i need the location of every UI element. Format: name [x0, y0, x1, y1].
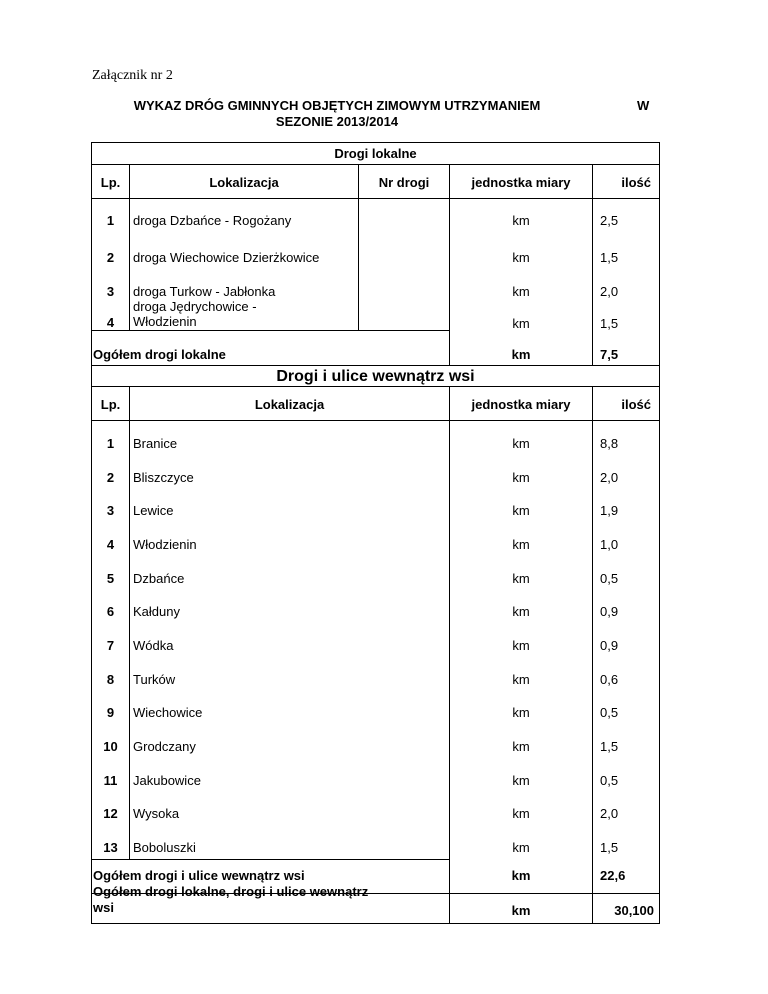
row-qty: 0,5 — [600, 773, 619, 788]
row-location: droga Dzbańce - Rogożany — [133, 213, 292, 228]
row-lp: 2 — [106, 250, 115, 265]
s1-header-location: Lokalizacja — [209, 175, 279, 190]
row-unit: km — [512, 638, 530, 653]
s1-rows-bottom-divider — [91, 330, 450, 331]
row-unit: km — [512, 604, 530, 619]
row-unit: km — [512, 739, 530, 754]
grand-total-label-line2: wsi — [93, 900, 114, 915]
row-qty: 0,9 — [600, 604, 619, 619]
title-w: W — [637, 98, 650, 113]
row-location: Lewice — [133, 503, 174, 518]
s1-total-divider — [91, 365, 660, 366]
section1-title-divider — [91, 164, 660, 165]
s1-header-road-no: Nr drogi — [378, 175, 430, 190]
row-qty: 0,5 — [600, 705, 619, 720]
row-lp: 3 — [106, 284, 115, 299]
row-qty: 2,0 — [600, 284, 619, 299]
s2-header-location: Lokalizacja — [254, 397, 325, 412]
total-qty: 22,6 — [600, 868, 626, 883]
table-right-border — [659, 142, 660, 924]
s2-col-lp-divider — [129, 420, 130, 860]
row-lp: 8 — [106, 672, 115, 687]
row-unit: km — [512, 840, 530, 855]
row-qty: 1,5 — [600, 739, 619, 754]
row-qty: 0,5 — [600, 571, 619, 586]
row-qty: 2,0 — [600, 806, 619, 821]
s2-header-qty: ilość — [621, 397, 651, 412]
row-qty: 1,5 — [600, 250, 619, 265]
grand-total-unit: km — [511, 903, 531, 918]
row-location: Wiechowice — [133, 705, 203, 720]
row-location: Dzbańce — [133, 571, 185, 586]
section2-title: Drogi i ulice wewnątrz wsi — [276, 368, 475, 385]
s1-header-qty: ilość — [621, 175, 651, 190]
s2-header-lp: Lp. — [100, 397, 121, 412]
row-lp: 9 — [106, 705, 115, 720]
row-qty: 1,5 — [600, 840, 619, 855]
row-location: Grodczany — [133, 739, 196, 754]
section1-title: Drogi lokalne — [334, 146, 417, 161]
attachment-label: Załącznik nr 2 — [92, 68, 173, 83]
s1-col-unit-divider — [592, 164, 593, 365]
row-lp: 1 — [106, 436, 115, 451]
s1-col-lp-divider — [129, 198, 130, 331]
grand-total-label-line1: Ogółem drogi lokalne, drogi i ulice wewnątrz — [93, 884, 369, 899]
row-lp: 6 — [106, 604, 115, 619]
row-lp: 3 — [106, 503, 115, 518]
row-qty: 2,0 — [600, 470, 619, 485]
row-location: Boboluszki — [133, 840, 196, 855]
row-location: Turków — [133, 672, 176, 687]
row-lp: 11 — [103, 773, 118, 788]
table-top-border — [91, 142, 660, 143]
row-qty: 1,9 — [600, 503, 619, 518]
row-lp: 5 — [106, 571, 115, 586]
row-location: Wysoka — [133, 806, 180, 821]
s1-header-lp: Lp. — [100, 175, 121, 190]
document-title — [92, 98, 582, 130]
row-location: Jakubowice — [133, 773, 201, 788]
row-qty: 1,0 — [600, 537, 619, 552]
section2-header-divider — [91, 420, 660, 421]
total-qty: 7,5 — [600, 347, 619, 362]
row-unit: km — [512, 672, 530, 687]
row-location: Włodzienin — [133, 537, 197, 552]
row-qty: 1,5 — [600, 316, 619, 331]
row-lp: 10 — [103, 739, 118, 754]
total-unit: km — [511, 868, 531, 883]
total-label: Ogółem drogi i ulice wewnątrz wsi — [93, 868, 305, 883]
row-location: Bliszczyce — [133, 470, 194, 485]
row-location: droga Wiechowice Dzierżkowice — [133, 250, 320, 265]
row-qty: 8,8 — [600, 436, 619, 451]
row-qty: 2,5 — [600, 213, 619, 228]
row-lp: 12 — [103, 806, 118, 821]
title-line-1: WYKAZ DRÓG GMINNYCH OBJĘTYCH ZIMOWYM UTRZYMANIEM — [133, 98, 541, 113]
title-line-2: SEZONIE 2013/2014 — [275, 114, 399, 129]
row-qty: 0,6 — [600, 672, 619, 687]
row-unit: km — [512, 503, 530, 518]
row-unit: km — [512, 537, 530, 552]
row-location: Wódka — [133, 638, 174, 653]
row-location-line1: droga Jędrychowice - — [133, 299, 257, 314]
row-unit: km — [512, 213, 530, 228]
row-unit: km — [512, 284, 530, 299]
row-unit: km — [512, 806, 530, 821]
row-lp: 1 — [106, 213, 115, 228]
row-unit: km — [512, 436, 530, 451]
row-unit: km — [512, 470, 530, 485]
row-location-line2: Włodzienin — [133, 314, 197, 329]
row-lp: 13 — [103, 840, 118, 855]
total-unit: km — [511, 347, 531, 362]
row-lp: 7 — [106, 638, 115, 653]
row-location: Branice — [133, 436, 178, 451]
row-unit: km — [512, 571, 530, 586]
row-lp: 2 — [106, 470, 115, 485]
row-location: droga Turkow - Jabłonka — [133, 284, 276, 299]
s1-header-unit: jednostka miary — [471, 175, 571, 190]
row-unit: km — [512, 250, 530, 265]
section1-header-divider — [91, 198, 660, 199]
s2-rows-bottom-divider — [91, 859, 450, 860]
grand-total-qty: 30,100 — [614, 903, 654, 918]
row-location: Kałduny — [133, 604, 180, 619]
s2-header-unit: jednostka miary — [471, 397, 571, 412]
row-lp: 4 — [106, 315, 115, 330]
s2-col-unit-divider — [592, 386, 593, 924]
row-lp: 4 — [106, 537, 115, 552]
row-unit: km — [512, 773, 530, 788]
row-unit: km — [512, 316, 530, 331]
row-qty: 0,9 — [600, 638, 619, 653]
section2-title-divider — [91, 386, 660, 387]
table-bottom-border — [91, 923, 660, 924]
row-unit: km — [512, 705, 530, 720]
total-label: Ogółem drogi lokalne — [93, 347, 226, 362]
